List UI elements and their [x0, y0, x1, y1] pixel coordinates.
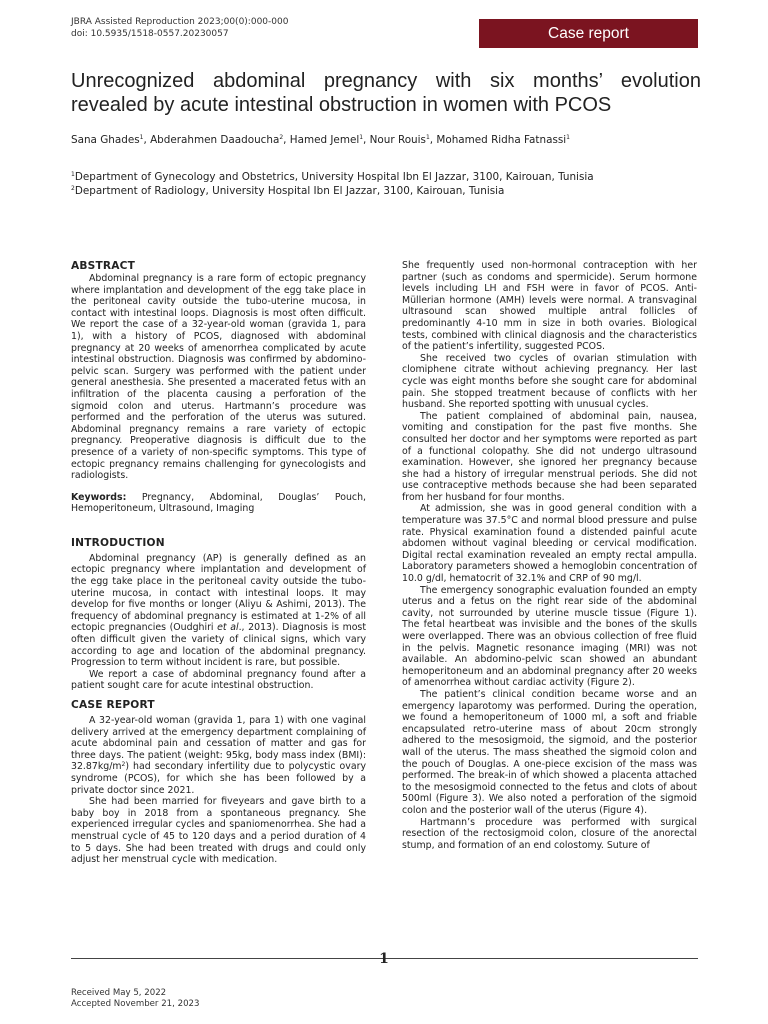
keywords-label: Keywords: — [71, 491, 127, 503]
affiliation: $^2$Department of Radiology, University Hospital Ibn El Jazzar, 3100, Kairouan, Tunisia — [71, 185, 505, 197]
case-report-heading: CASE REPORT — [71, 699, 155, 711]
case-report-paragraph: She had been married for fiveyears and gave birth to a baby boy in 2018 from a spontaneous pregnancy. She experienced irregular cycles and spaniomenorrhea. She had a menstrual cycle of 45 to 120 days and a period duration of 4 to 5 days. She had been treated with drugs and could only adjust her menstrual cycle with medication. — [71, 796, 366, 866]
introduction-paragraph: Abdominal pregnancy (AP) is generally defined as an ectopic pregnancy where implantation and development of the egg take place in the peritoneal cavity outside the tubo-uterine mucosa, in contact with intestinal loops. It may develop for five months or longer (Aliyu & Ashimi, 2013). The frequency of abdominal pregnancy is estimated at 1-2% of all ectopic pregnancies (Oudghiri et al., 2013). Diagnosis is most often difficult given the variety of clinical signs, which vary according to age and location of the abdominal pregnancy. Progression to term without incident is rare, but possible. — [71, 552, 366, 669]
article-title: Unrecognized abdominal pregnancy with six months’ evolution revealed by acute intestinal obstruction in women with PCOS — [71, 70, 701, 116]
abstract-text: Abdominal pregnancy is a rare form of ectopic pregnancy where implantation and development of the egg take place in the peritoneal cavity outside the tubo-uterine mucosa, in contact with intestinal loops. Diagnosis is most often difficult. We report the case of a 32-year-old woman (gravida 1, para 1), with a history of PCOS, diagnosed with abdominal pregnancy at 20 weeks of amenorrhea complicated by acute intestinal obstruction. Diagnosis was confirmed by abdomino-pelvic scan. Surgery was performed with the patient under general anesthesia. She presented a macerated fetus with an infiltration of the placenta causing a perforation of the sigmoid colon and uterus. Hartmann’s procedure was performed and the perforation of the uterus was sutured. Abdominal pregnancy remains a rare variety of ectopic pregnancy. Preoperative diagnosis is difficult due to the presence of a variety of non-specific symptoms. This type of ectopic pregnancy remains challenging for gynecologists and radiologists. — [71, 273, 366, 482]
case-report-paragraph: The patient’s clinical condition became worse and an emergency laparotomy was performed. During the operation, we found a hemoperitoneum of 1000 ml, a soft and friable encapsulated retro-uterine mass of about 20cm strongly adhered to the mesosigmoid, the sigmoid, and the posterior wall of the uterus. The mass sheathed the sigmoid colon and the pouch of Douglas. A one-piece excision of the mass was performed. The break-in of which showed a placenta attached to the mesosigmoid connected to the fetus and clots of about 500ml (Figure 3). We also noted a perforation of the sigmoid colon and the posterior wall of the uterus (Figure 4). — [402, 688, 697, 816]
case-report-paragraph: She received two cycles of ovarian stimulation with clomiphene citrate without achieving pregnancy. Her last cycle was eight months before she sought care for abdominal pain. She stopped treatment because of conflicts with her husband. She reported spotting with unusual cycles. — [402, 352, 697, 411]
introduction-paragraph: We report a case of abdominal pregnancy found after a patient sought care for acute intestinal obstruction. — [71, 668, 366, 692]
page-number: 1 — [379, 951, 389, 967]
affiliation: $^1$Department of Gynecology and Obstetrics, University Hospital Ibn El Jazzar, 3100, Kairouan, Tunisia — [71, 171, 594, 183]
author: Hamed Jemel$^1$ — [289, 134, 364, 146]
keywords-text: Pregnancy, Abdominal, Douglas’ Pouch, Hemoperitoneum, Ultrasound, Imaging — [71, 491, 366, 515]
case-report-paragraph: The patient complained of abdominal pain, nausea, vomiting and constipation for the past five months. She consulted her doctor and her symptoms were reported as part of a functional colopathy. She did not undergo ultrasound examination. However, she ignored her pregnancy because she had a history of irregular menstrual periods. She did not use contraceptive methods because she had been separated from her husband for four months. — [402, 410, 697, 503]
right-column — [402, 260, 697, 851]
case-report-paragraph: At admission, she was in good general condition with a temperature was 37.5°C and normal blood pressure and pulse rate. Physical examination found a distended painful acute abdomen without vaginal bleeding or cervical modification. Digital rectal examination revealed an empty rectal ampulla. Laboratory parameters showed a hemoglobin concentration of 10.0 g/dl, hematocrit of 32.1% and CRP of 90 mg/l. — [402, 503, 697, 585]
abstract-heading: ABSTRACT — [71, 260, 136, 272]
introduction-heading: INTRODUCTION — [71, 536, 165, 549]
affiliation-list — [71, 170, 711, 198]
author-list: Sana Ghades$^1$, Abderahmen Daadoucha$^2$, Hamed Jemel$^1$, Nour Rouis$^1$, Mohamed Ridha Fatnassi$^1$ — [71, 134, 570, 146]
case-report-paragraph: She frequently used non-hormonal contraception with her partner (such as condoms and spermicide). Serum hormone levels including LH and FSH were in favor of PCOS. Anti-Müllerian hormone (AMH) levels were normal. A transvaginal ultrasound scan showed multiple antral follicles of predominantly 4-10 mm in size in both ovaries. Biological tests, combined with clinical diagnosis and the characteristics of the patient’s infertility, suggested PCOS. — [402, 260, 697, 353]
author: Sana Ghades$^1$ — [71, 134, 144, 146]
case-report-paragraph: A 32-year-old woman (gravida 1, para 1) with one vaginal delivery arrived at the emergency department complaining of acute abdominal pain and cessation of matter and gas for three days. The patient (weight: 95kg, body mass index (BMI): $32.87kg/m^2$) had secondary infertility due to polycystic ovary syndrome (PCOS), for which she has been followed by a private doctor since 2021. — [71, 715, 366, 796]
keywords — [71, 492, 366, 515]
author: Mohamed Ridha Fatnassi$^1$ — [436, 134, 570, 146]
article-type-badge: Case report — [479, 19, 698, 48]
journal-header — [71, 16, 288, 40]
author: Nour Rouis$^1$ — [369, 134, 430, 146]
doi-line: doi: 10.5935/1518-0557.20230057 — [71, 29, 229, 39]
case-report-paragraph: The emergency sonographic evaluation founded an empty uterus and a fetus on the right rear side of the abdominal cavity, not surrounded by uterine muscle tissue (Figure 1). The fetal heartbeat was invisible and the bones of the skulls were overlapped. There was an obvious collection of free fluid in the pelvis. Magnetic resonance imaging (MRI) was not available. An abdomino-pelvic scan showed an abundant hemoperitoneum and an abdominal pregnancy after 20 weeks of amenorrhea without cardiac activity (Figure 2). — [402, 584, 697, 689]
received-date: Received May 5, 2022 — [71, 988, 167, 998]
case-report-paragraph: Hartmann’s procedure was performed with surgical resection of the rectosigmoid colon, closure of the anorectal stump, and formation of an end colostomy. Suture of — [402, 816, 697, 851]
journal-citation: JBRA Assisted Reproduction 2023;00(0):000-000 — [71, 17, 289, 27]
accepted-date: Accepted November 21, 2023 — [71, 998, 200, 1009]
author: Abderahmen Daadoucha$^2$ — [150, 134, 284, 146]
left-column — [71, 260, 366, 866]
article-dates — [71, 988, 199, 1009]
